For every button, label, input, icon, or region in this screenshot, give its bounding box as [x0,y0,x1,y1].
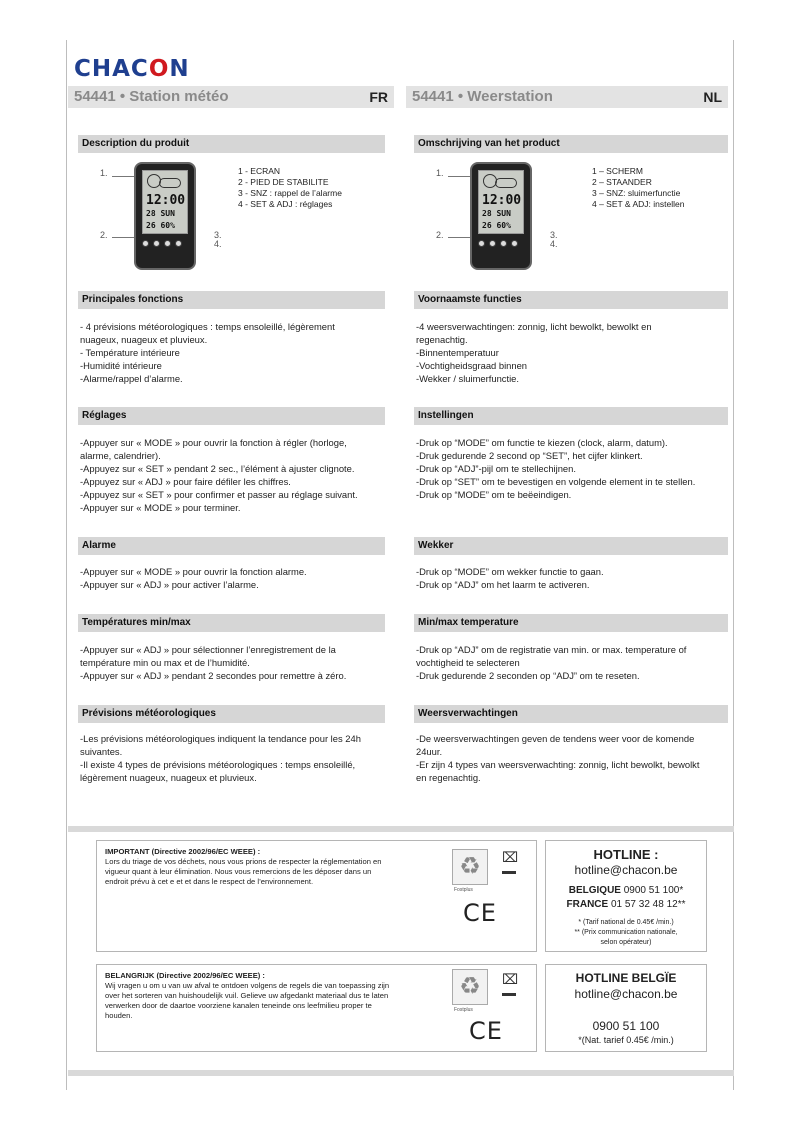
forecast-text: -Les prévisions météorologiques indiquent la tendance pour les 24h suivantes. -Il existe 4 types de prévisions météorologiques : temps ensoleillé, légèrement nuageux, nuageux et pluvieux. [80,733,361,783]
parts-item: 3 - SNZ : rappel de l’alarme [238,188,342,198]
parts-item: 3 – SNZ: sluimerfunctie [592,188,681,198]
hotline-note: * (Tarif national de 0.45€ /min.) [578,919,674,926]
display-date: 28 SUN [482,209,511,218]
section-head-forecast: Weersverwachtingen [414,705,728,723]
section-head-alarm: Wekker [414,537,728,555]
section-head-forecast: Prévisions météorologiques [78,705,385,723]
hotline-email[interactable]: hotline@chacon.be [574,987,678,1001]
title-bar-fr [68,86,394,108]
callout-3: 3. [214,230,222,240]
product-illustration [414,160,714,280]
crossed-bin-icon: ⌧ [502,849,519,865]
section-head-alarm: Alarme [78,537,385,555]
hotline-france: FRANCE 01 57 32 48 12** [566,899,686,910]
recycle-icon: ♻ [452,969,488,1005]
alarm-text: -Appuyer sur « MODE » pour ouvrir la fonction alarme. -Appuyer sur « ADJ » pour activer l’alarme. [80,566,307,590]
cloud-icon [159,178,181,188]
callout-line [112,237,136,238]
display-time: 12:00 [146,193,186,208]
display-date: 28 SUN [146,209,175,218]
callout-1: 1. [436,168,444,178]
callout-4: 4. [214,239,222,249]
section-head-description: Description du produit [78,135,385,153]
callout-1: 1. [100,168,108,178]
device-button [164,240,171,247]
lang-code-fr: FR [369,89,388,105]
minmax-text: -Appuyer sur « ADJ » pour sélectionner l’enregistrement de la température min ou max et de l’humidité. -Appuyer sur « ADJ » pendant 2 secondes pour remettre à zéro. [80,644,347,681]
hotline-box-fr [545,840,707,952]
hotline-number: 0900 51 100 [592,1019,660,1033]
section-head-functions: Principales fonctions [78,291,385,309]
page-title-nl: 54441 • Weerstation [412,88,553,105]
bin-bar [502,871,516,874]
callout-line [448,176,472,177]
lang-code-nl: NL [703,89,722,105]
settings-text: -Druk op “MODE” om functie te kiezen (clock, alarm, datum). -Druk gedurende 2 second op “SET”, het cijfer klinkert. -Druk op “ADJ”-pijl om te stellechijnen. -Druk op “SET” om te bevestigen en volgende element in te stellen. -Druk op “MODE” om te beëeindigen. [416,437,696,500]
parts-item: 2 - PIED DE STABILITE [238,177,329,187]
weee-heading: BELANGRIJK (Directive 2002/96/EC WEEE) : [105,971,265,980]
parts-item: 4 – SET & ADJ: instellen [592,199,685,209]
chacon-logo: CHACON [74,56,190,82]
hotline-note: *(Nat. tarief 0.45€ /min.) [578,1035,674,1045]
device-button [478,240,485,247]
device-button [489,240,496,247]
title-bar-nl [406,86,728,108]
footer-divider [68,1070,734,1076]
parts-list [238,166,342,210]
weather-station-device [134,162,196,270]
hotline-email[interactable]: hotline@chacon.be [574,863,678,877]
settings-text: -Appuyer sur « MODE » pour ouvrir la fonction à régler (horloge, alarme, calendrier). -Appuyez sur « SET » pendant 2 sec., l’élément à ajuster clignote. -Appuyez sur « ADJ » pour faire défiler les chiffres. -Appuyez sur « SET » pour confirmer et passer au réglage suivant. -Appuyer sur « MODE » pour terminer. [80,437,358,513]
recycle-caption: Fostplus [454,887,473,893]
section-divider [68,826,734,832]
display-temp: 26 60% [146,221,175,230]
section-head-settings: Réglages [78,407,385,425]
device-button [175,240,182,247]
parts-item: 1 – SCHERM [592,166,644,176]
parts-item: 2 – STAANDER [592,177,652,187]
parts-item: 1 - ECRAN [238,166,281,176]
callout-2: 2. [436,230,444,240]
alarm-text: -Druk op “MODE” om wekker functie to gaan. -Druk op “ADJ” om het laarm te activeren. [416,566,604,590]
display-time: 12:00 [482,193,522,208]
callout-line [112,176,136,177]
recycle-caption: Fostplus [454,1007,473,1013]
device-screen [478,170,524,234]
weee-notice-nl [96,964,537,1052]
device-button [500,240,507,247]
hotline-note: selon opérateur) [600,939,652,946]
callout-3: 3. [550,230,558,240]
minmax-text: -Druk op “ADJ” om de registratie van min. or max. temperature of vochtigheid te selecteren -Druk gedurende 2 seconden op “ADJ” om te reseten. [416,644,687,681]
page-border-right [733,40,734,1090]
ce-mark: CE [463,899,497,927]
device-button [153,240,160,247]
weee-text-nl: BELANGRIJK (Directive 2002/96/EC WEEE) : Wij vragen u om u van uw afval te ontdoen volgens de regels die van toepassing zijn over het sorteren van huishoudelijk vuil. Gelieve uw afgedankt materiaal dus te laten verwerken door de daartoe voorziene kanalen teneinde ons leefmilieu proper te houden. [105,971,430,1021]
device-button [142,240,149,247]
hotline-title: HOTLINE : [593,847,659,862]
weee-notice-fr [96,840,537,952]
section-head-settings: Instellingen [414,407,728,425]
page-border-left [66,40,67,1090]
forecast-text: -De weersverwachtingen geven de tendens weer voor de komende 24uur. -Er zijn 4 types van weersverwachting: zonnig, licht bewolkt, bewolkt en regenachtig. [416,733,700,783]
section-head-description: Omschrijving van het product [414,135,728,153]
callout-4: 4. [550,239,558,249]
hotline-box-nl [545,964,707,1052]
section-head-minmax: Températures min/max [78,614,385,632]
crossed-bin-icon: ⌧ [502,971,519,987]
product-illustration [78,160,378,280]
hotline-note: ** (Prix communication nationale, [574,929,678,936]
callout-line [448,237,472,238]
page-title-fr: 54441 • Station météo [74,88,229,105]
device-screen [142,170,188,234]
cloud-icon [495,178,517,188]
device-button [511,240,518,247]
weather-station-device [470,162,532,270]
functions-text: - 4 prévisions météorologiques : temps ensoleillé, légèrement nuageux, nuageux et pluvieux. - Température intérieure -Humidité intérieure -Alarme/rappel d’alarme. [80,321,335,384]
parts-list [592,166,684,210]
hotline-title: HOTLINE BELGÏE [575,971,677,985]
weee-text-fr: IMPORTANT (Directive 2002/96/EC WEEE) : Lors du triage de vos déchets, nous vous prions de respecter la réglementation en vigueur quant à leur élimination. Nous vous remercions de les déposer dans un endroit prévu à cet e et et dans le respect de l’environnement. [105,847,430,887]
callout-2: 2. [100,230,108,240]
display-temp: 26 60% [482,221,511,230]
ce-mark: CE [469,1017,503,1045]
parts-item: 4 - SET & ADJ : réglages [238,199,333,209]
hotline-belgium: BELGIQUE 0900 51 100* [568,885,684,896]
functions-text: -4 weersverwachtingen: zonnig, licht bewolkt, bewolkt en regenachtig. -Binnentemperatuur -Vochtigheidsgraad binnen -Wekker / sluimerfunctie. [416,321,652,384]
section-head-functions: Voornaamste functies [414,291,728,309]
weee-heading: IMPORTANT (Directive 2002/96/EC WEEE) : [105,847,261,856]
bin-bar [502,993,516,996]
section-head-minmax: Min/max temperature [414,614,728,632]
recycle-icon: ♻ [452,849,488,885]
